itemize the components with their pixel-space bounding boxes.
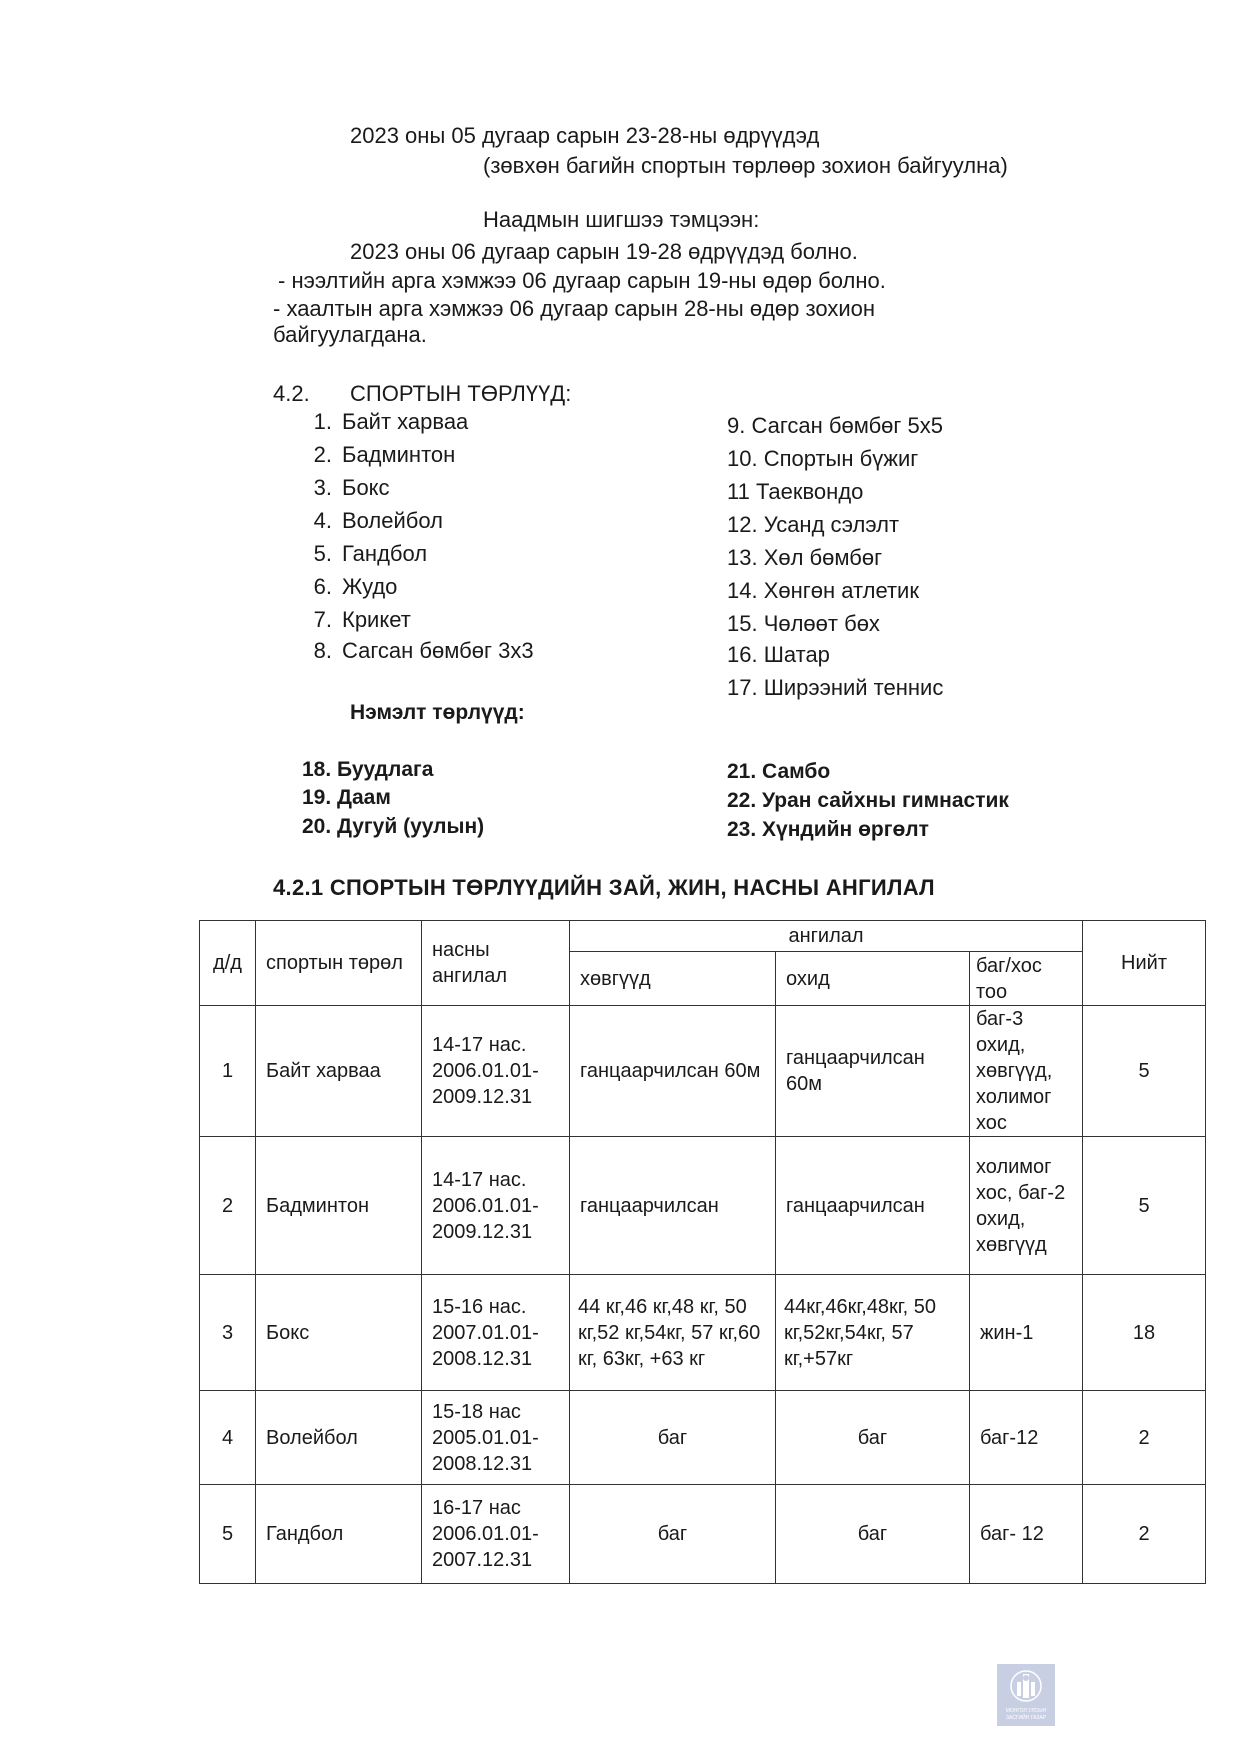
cell-team: жин-1 (970, 1275, 1083, 1391)
cell-age: 16-17 нас 2006.01.01-2007.12.31 (422, 1485, 570, 1584)
header-category: ангилал (570, 921, 1083, 952)
table-row (200, 1391, 1206, 1485)
sport-item-13: 13. Хөл бөмбөг (727, 545, 883, 570)
sport-item-11: 11 Таеквондо (727, 479, 864, 504)
sport-item-7: 7. Крикет (313, 607, 411, 632)
cell-dd: 2 (200, 1137, 256, 1275)
section-title: СПОРТЫН ТӨРЛҮҮД: (350, 381, 572, 406)
sport-item-2: 2. Бадминтон (313, 442, 456, 467)
cell-age: 15-16 нас. 2007.01.01-2008.12.31 (422, 1275, 570, 1391)
cell-dd: 1 (200, 1006, 256, 1137)
cell-dd: 4 (200, 1391, 256, 1485)
header-boys: хөвгүүд (570, 952, 776, 1006)
cell-boys: ганцаарчилсан (570, 1137, 776, 1275)
sport-item-4: 4. Волейбол (313, 508, 443, 533)
table-row (200, 1006, 1206, 1137)
additional-item-19: 19. Даам (302, 786, 391, 809)
cell-girls: 44кг,46кг,48кг, 50 кг,52кг,54кг, 57 кг,+57кг (776, 1275, 970, 1391)
sport-item-14: 14. Хөнгөн атлетик (727, 578, 919, 603)
sport-item-3: 3. Бокс (313, 475, 390, 500)
sport-item-6: 6. Жудо (313, 574, 398, 599)
header-dd: д/д (200, 921, 256, 1006)
cell-boys: 44 кг,46 кг,48 кг, 50 кг,52 кг,54кг, 57 кг,60 кг, 63кг, +63 кг (570, 1275, 776, 1391)
government-seal-logo (997, 1664, 1055, 1726)
cell-total: 5 (1083, 1137, 1206, 1275)
cell-total: 2 (1083, 1485, 1206, 1584)
sport-item-16: 16. Шатар (727, 642, 830, 667)
cell-girls: ганцаарчилсан (776, 1137, 970, 1275)
sport-item-10: 10. Спортын бүжиг (727, 446, 919, 471)
seal-text-2: ЗАСГИЙН ГАЗАР (1005, 1715, 1047, 1721)
finals-heading: Наадмын шигшээ тэмцээн: (483, 207, 760, 232)
sport-item-15: 15. Чөлөөт бөх (727, 611, 880, 636)
cell-age: 15-18 нас 2005.01.01-2008.12.31 (422, 1391, 570, 1485)
cell-sport: Волейбол (256, 1391, 422, 1485)
intro-line-1: 2023 оны 05 дугаар сарын 23-28-ны өдрүүдэд (350, 123, 820, 148)
cell-team: баг- 12 (970, 1485, 1083, 1584)
cell-total: 18 (1083, 1275, 1206, 1391)
cell-girls: баг (776, 1485, 970, 1584)
header-age: насны ангилал (422, 921, 570, 1006)
closing-ceremony-cont: байгуулагдана. (273, 322, 427, 347)
sport-item-9: 9. Сагсан бөмбөг 5х5 (727, 413, 944, 438)
cell-sport: Бокс (256, 1275, 422, 1391)
closing-ceremony: - хаалтын арга хэмжээ 06 дугаар сарын 28-ны өдөр зохион (273, 296, 875, 321)
opening-ceremony: - нээлтийн арга хэмжээ 06 дугаар сарын 19-ны өдөр болно. (278, 268, 886, 293)
header-total: Нийт (1083, 921, 1206, 1006)
sport-item-1: 1. Байт харваа (313, 409, 469, 434)
table-row (200, 1275, 1206, 1391)
cell-age: 14-17 нас. 2006.01.01-2009.12.31 (422, 1137, 570, 1275)
cell-total: 2 (1083, 1391, 1206, 1485)
cell-age: 14-17 нас. 2006.01.01-2009.12.31 (422, 1006, 570, 1137)
sport-item-5: 5. Гандбол (313, 541, 428, 566)
additional-item-23: 23. Хүндийн өргөлт (727, 818, 929, 841)
finals-dates: 2023 оны 06 дугаар сарын 19-28 өдрүүдэд болно. (350, 239, 858, 264)
cell-boys: ганцаарчилсан 60м (570, 1006, 776, 1137)
cell-dd: 5 (200, 1485, 256, 1584)
header-girls: охид (776, 952, 970, 1006)
cell-team: баг-3 охид, хөвгүүд, холимог хос (970, 1006, 1083, 1137)
sport-item-17: 17. Ширээний теннис (727, 675, 944, 700)
cell-girls: баг (776, 1391, 970, 1485)
cell-sport: Байт харваа (256, 1006, 422, 1137)
additional-item-21: 21. Самбо (727, 760, 831, 783)
subsection-title: 4.2.1 СПОРТЫН ТӨРЛҮҮДИЙН ЗАЙ, ЖИН, НАСНЫ АНГИЛАЛ (273, 875, 935, 900)
cell-sport: Бадминтон (256, 1137, 422, 1275)
cell-team: баг-12 (970, 1391, 1083, 1485)
seal-text-1: МОНГОЛ УЛСЫН (1005, 1708, 1047, 1714)
cell-boys: баг (570, 1485, 776, 1584)
additional-title: Нэмэлт төрлүүд: (350, 701, 525, 724)
soyombo-emblem-icon (997, 1664, 1055, 1726)
cell-total: 5 (1083, 1006, 1206, 1137)
table-header-row-1 (200, 921, 1206, 952)
sport-item-8: 8. Сагсан бөмбөг 3х3 (313, 638, 534, 663)
cell-sport: Гандбол (256, 1485, 422, 1584)
header-sport: спортын төрөл (256, 921, 422, 1006)
table-row (200, 1485, 1206, 1584)
cell-boys: баг (570, 1391, 776, 1485)
additional-item-22: 22. Уран сайхны гимнастик (727, 789, 1009, 812)
table-row (200, 1137, 1206, 1275)
header-team: баг/хос тоо (970, 952, 1083, 1006)
additional-item-20: 20. Дугуй (уулын) (302, 815, 485, 838)
additional-item-18: 18. Буудлага (302, 758, 434, 781)
sport-item-12: 12. Усанд сэлэлт (727, 512, 900, 537)
sports-classification-table (199, 920, 1206, 1584)
cell-girls: ганцаарчилсан 60м (776, 1006, 970, 1137)
cell-team: холимог хос, баг-2 охид, хөвгүүд (970, 1137, 1083, 1275)
section-number: 4.2. (273, 381, 310, 406)
intro-line-2: (зөвхөн багийн спортын төрлөөр зохион байгуулна) (483, 153, 1008, 178)
cell-dd: 3 (200, 1275, 256, 1391)
